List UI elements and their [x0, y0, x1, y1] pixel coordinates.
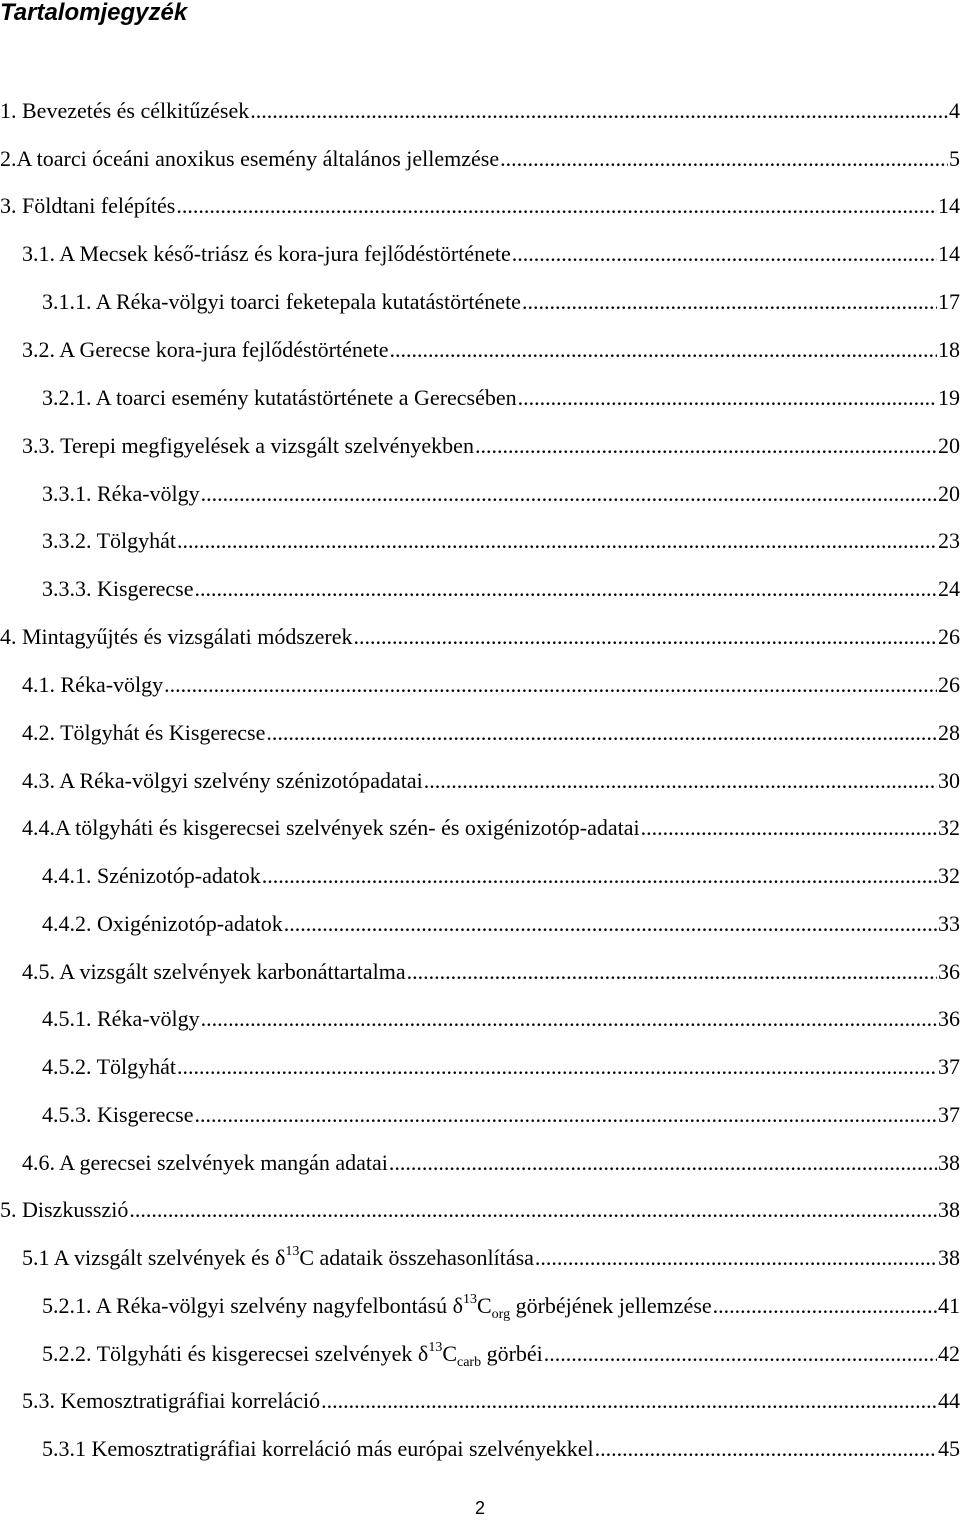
toc-entry-label: 4.5.2. Tölgyhát — [42, 1054, 177, 1079]
toc-entry[interactable] — [22, 1243, 960, 1273]
toc-entry-page: 38 — [938, 1197, 960, 1222]
toc-leader-dots — [535, 1243, 937, 1273]
toc-entry[interactable] — [22, 670, 960, 700]
toc-entry-page: 14 — [938, 193, 960, 218]
toc-leader-dots — [250, 96, 948, 126]
toc-entry-label: 3.2. A Gerecse kora-jura fejlődéstörténete — [22, 337, 389, 362]
superscript-isotope-number: 13 — [285, 1244, 300, 1259]
toc-entry-page: 38 — [938, 1150, 960, 1175]
toc-leader-dots — [284, 909, 937, 939]
toc-entry-label: 4.6. A gerecsei szelvények mangán adatai — [22, 1150, 388, 1175]
toc-entry[interactable] — [42, 574, 960, 604]
toc-leader-dots — [475, 431, 937, 461]
toc-entry-label: 5.3. Kemosztratigráfiai korreláció — [22, 1388, 321, 1413]
toc-leader-dots — [201, 479, 937, 509]
toc-leader-dots — [195, 1100, 937, 1130]
toc-leader-dots — [522, 287, 937, 317]
toc-leader-dots — [201, 1004, 937, 1034]
toc-entry-label: 3.3.1. Réka-völgy — [42, 481, 200, 506]
toc-entry[interactable] — [42, 1100, 960, 1130]
toc-entry-page: 37 — [938, 1102, 960, 1127]
toc-entry-label: 3.1. A Mecsek késő-triász és kora-jura fejlődéstörténete — [22, 241, 511, 266]
toc-entry-label: 3.3.2. Tölgyhát — [42, 528, 177, 553]
toc-entry[interactable] — [0, 144, 960, 174]
toc-leader-dots — [164, 670, 937, 700]
toc-entry[interactable] — [22, 335, 960, 365]
toc-entry-label: 4.2. Tölgyhát és Kisgerecse — [22, 720, 266, 745]
toc-entry-label: 2.A toarci óceáni anoxikus esemény általános jellemzése — [0, 146, 500, 171]
toc-entry[interactable] — [42, 1004, 960, 1034]
toc-entry[interactable] — [42, 1052, 960, 1082]
toc-entry-page: 37 — [938, 1054, 960, 1079]
toc-entry-label: 4.4.1. Szénizotóp-adatok — [42, 863, 261, 888]
toc-leader-dots — [177, 526, 937, 556]
toc-leader-dots — [262, 861, 937, 891]
toc-label-text: 5.2.2. Tölgyháti és kisgerecsei szelvények δ — [42, 1341, 429, 1366]
toc-entry-label — [22, 1243, 534, 1277]
toc-entry[interactable] — [22, 766, 960, 796]
toc-entry[interactable] — [42, 526, 960, 556]
toc-entry[interactable] — [22, 431, 960, 461]
toc-label-text: 5.2.1. A Réka-völgyi szelvény nagyfelbontású δ — [42, 1293, 463, 1318]
toc-leader-dots — [595, 1434, 937, 1464]
toc-entry-page: 30 — [938, 768, 960, 793]
toc-entry-page: 36 — [938, 1006, 960, 1031]
toc-leader-dots — [321, 1386, 937, 1416]
superscript-isotope-number: 13 — [462, 1292, 477, 1307]
toc-entry-page: 17 — [938, 289, 960, 314]
toc-entry-label: 4.3. A Réka-völgyi szelvény szénizotópadatai — [22, 768, 423, 793]
toc-entry-page: 24 — [938, 576, 960, 601]
toc-entry[interactable] — [0, 1195, 960, 1225]
toc-entry[interactable] — [42, 287, 960, 317]
toc-leader-dots — [713, 1291, 937, 1321]
toc-leader-dots — [512, 239, 937, 269]
toc-leader-dots — [407, 957, 937, 987]
toc-entry[interactable] — [22, 239, 960, 269]
page-title: Tartalomjegyzék — [0, 0, 188, 26]
page-number: 2 — [474, 1498, 485, 1518]
toc-entry[interactable] — [0, 96, 960, 126]
toc-entry-label: 5. Diszkusszió — [0, 1197, 129, 1222]
toc-entry-label: 3.3.3. Kisgerecse — [42, 576, 194, 601]
toc-entry-page: 41 — [938, 1293, 960, 1318]
toc-entry[interactable] — [42, 1291, 960, 1321]
toc-entry-page: 23 — [938, 528, 960, 553]
toc-leader-dots — [176, 191, 937, 221]
toc-entry[interactable] — [22, 813, 960, 843]
toc-entry-label: 3.2.1. A toarci esemény kutatástörténete a Gerecsében — [42, 385, 517, 410]
toc-entry-label: 4.5. A vizsgált szelvények karbonáttartalma — [22, 959, 406, 984]
toc-label-text: görbéjének jellemzése — [510, 1293, 712, 1318]
toc-entry-page: 44 — [938, 1388, 960, 1413]
toc-entry-page: 5 — [949, 146, 960, 171]
toc-leader-dots — [500, 144, 948, 174]
toc-leader-dots — [544, 1339, 937, 1369]
toc-entry-page: 26 — [938, 624, 960, 649]
toc-entry[interactable] — [42, 479, 960, 509]
toc-leader-dots — [641, 813, 937, 843]
toc-entry[interactable] — [42, 909, 960, 939]
toc-leader-dots — [266, 718, 937, 748]
toc-entry-label: 4.5.3. Kisgerecse — [42, 1102, 194, 1127]
toc-entry-label: 4.5.1. Réka-völgy — [42, 1006, 200, 1031]
toc-entry[interactable] — [42, 861, 960, 891]
toc-entry-label: 5.3.1 Kemosztratigráfiai korreláció más európai szelvényekkel — [42, 1436, 594, 1461]
toc-entry[interactable] — [22, 718, 960, 748]
toc-entry[interactable] — [42, 1339, 960, 1369]
toc-label-text: C adataik összehasonlítása — [299, 1245, 534, 1270]
toc-entry-label: 4.4.2. Oxigénizotóp-adatok — [42, 911, 283, 936]
toc-entry-page: 4 — [949, 98, 960, 123]
toc-entry-label: 3. Földtani felépítés — [0, 193, 176, 218]
toc-entry-label: 1. Bevezetés és célkitűzések — [0, 98, 250, 123]
toc-leader-dots — [518, 383, 937, 413]
toc-leader-dots — [195, 574, 937, 604]
toc-entry-page: 42 — [938, 1341, 960, 1366]
subscript-label: carb — [457, 1355, 482, 1370]
toc-entry-label: 3.1.1. A Réka-völgyi toarci feketepala kutatástörténete — [42, 289, 521, 314]
toc-leader-dots — [389, 1148, 937, 1178]
toc-entry-page: 45 — [938, 1436, 960, 1461]
toc-label-text: 5.1 A vizsgált szelvények és δ — [22, 1245, 286, 1270]
toc-leader-dots — [177, 1052, 937, 1082]
toc-leader-dots — [390, 335, 937, 365]
toc-label-text: C — [476, 1293, 492, 1318]
toc-entry-page: 32 — [938, 863, 960, 888]
toc-entry[interactable] — [22, 957, 960, 987]
toc-label-text: görbéi — [481, 1341, 543, 1366]
toc-entry-page: 19 — [938, 385, 960, 410]
toc-entry[interactable] — [22, 1148, 960, 1178]
toc-entry[interactable] — [0, 622, 960, 652]
toc-entry-page: 36 — [938, 959, 960, 984]
toc-entry-label: 4.4.A tölgyháti és kisgerecsei szelvények szén- és oxigénizotóp-adatai — [22, 815, 640, 840]
toc-entry-label — [42, 1339, 543, 1373]
toc-entry-label — [42, 1291, 712, 1325]
subscript-label: org — [491, 1307, 511, 1322]
toc-entry-label: 4. Mintagyűjtés és vizsgálati módszerek — [0, 624, 353, 649]
toc-entry-page: 33 — [938, 911, 960, 936]
toc-entry-page: 28 — [938, 720, 960, 745]
toc-entry-page: 14 — [938, 241, 960, 266]
toc-entry[interactable] — [0, 191, 960, 221]
superscript-isotope-number: 13 — [428, 1340, 443, 1355]
toc-entry-page: 32 — [938, 815, 960, 840]
toc-entry-page: 20 — [938, 433, 960, 458]
toc-entry[interactable] — [42, 1434, 960, 1464]
toc-label-text: C — [442, 1341, 457, 1366]
toc-leader-dots — [424, 766, 937, 796]
toc-leader-dots — [129, 1195, 937, 1225]
toc-leader-dots — [354, 622, 937, 652]
toc-entry-label: 3.3. Terepi megfigyelések a vizsgált szelvényekben — [22, 433, 474, 458]
toc-entry[interactable] — [22, 1386, 960, 1416]
toc-entry[interactable] — [42, 383, 960, 413]
toc-entry-page: 26 — [938, 672, 960, 697]
toc-entry-page: 38 — [938, 1245, 960, 1270]
toc-entry-label: 4.1. Réka-völgy — [22, 672, 164, 697]
toc-entry-page: 20 — [938, 481, 960, 506]
toc-entry-page: 18 — [938, 337, 960, 362]
